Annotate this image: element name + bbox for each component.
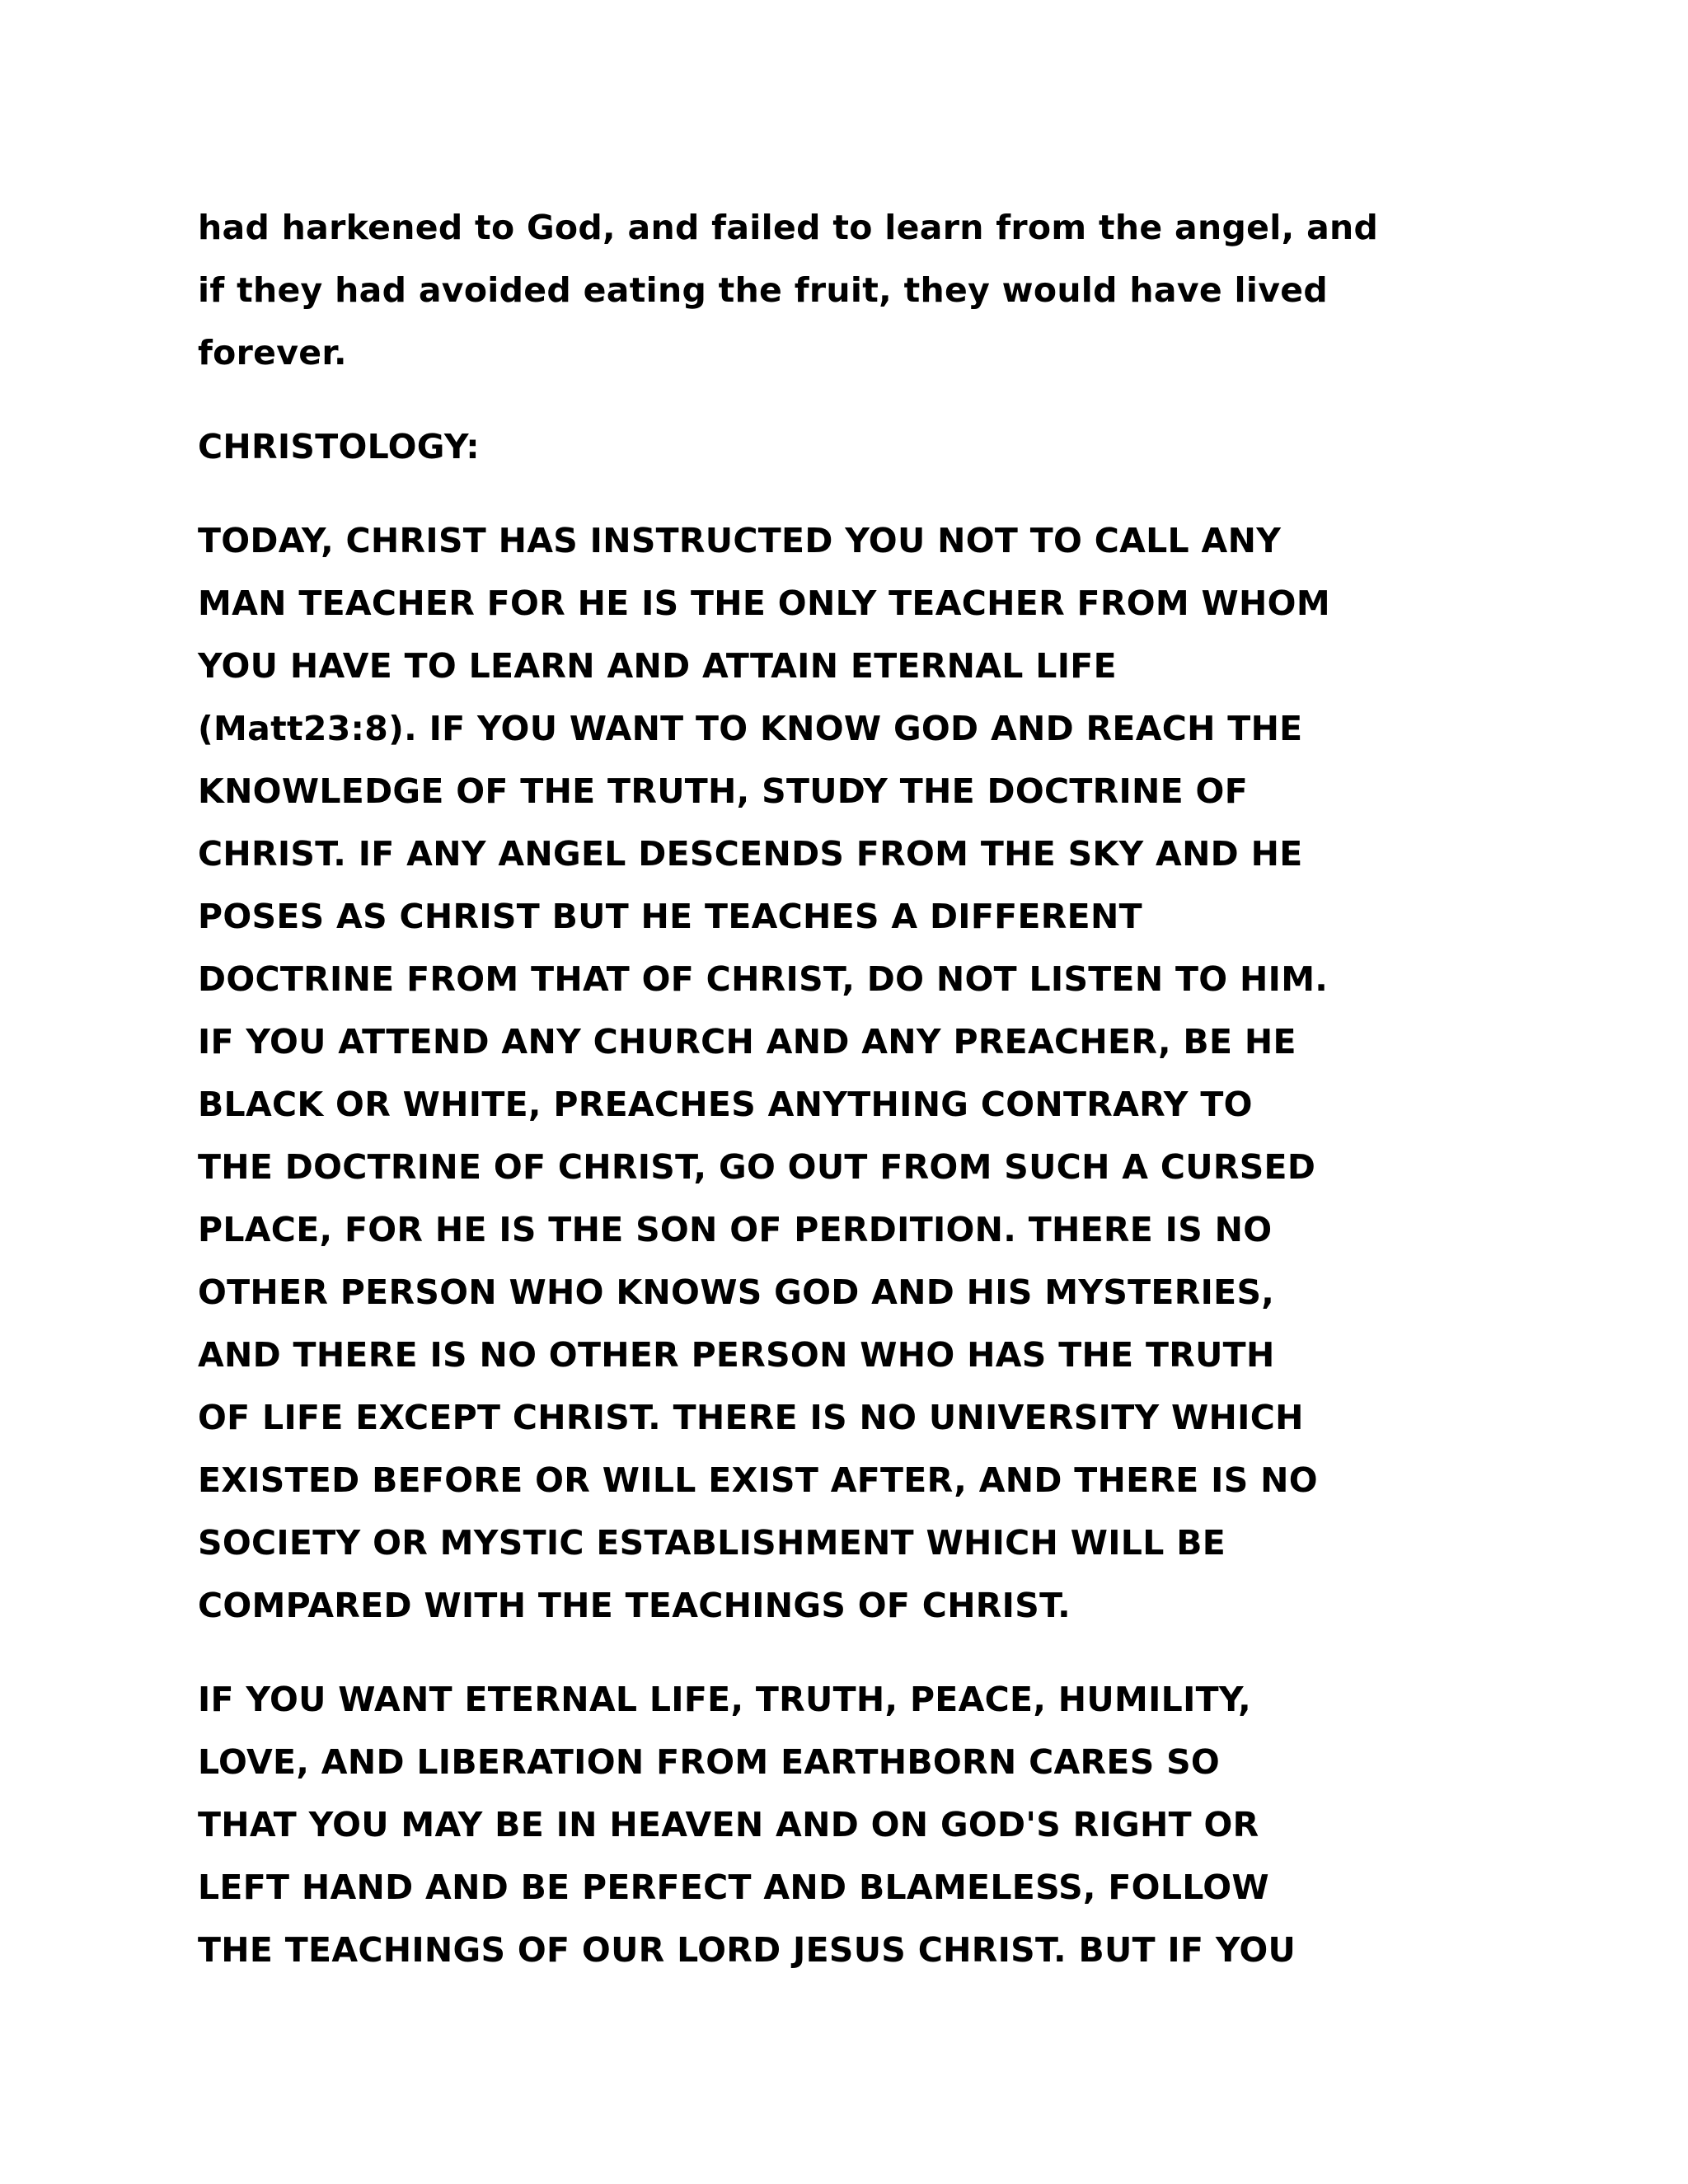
text-line: had harkened to God, and failed to learn from the angel, and	[198, 208, 1379, 247]
text-line: LOVE, AND LIBERATION FROM EARTHBORN CARES SO	[198, 1742, 1221, 1782]
text-line: AND THERE IS NO OTHER PERSON WHO HAS THE TRUTH	[198, 1335, 1275, 1375]
text-line: (Matt23:8). IF YOU WANT TO KNOW GOD AND REACH THE	[198, 709, 1303, 748]
text-line: THAT YOU MAY BE IN HEAVEN AND ON GOD'S RIGHT OR	[198, 1805, 1259, 1844]
heading-text: CHRISTOLOGY:	[198, 427, 480, 466]
text-line: SOCIETY OR MYSTIC ESTABLISHMENT WHICH WILL BE	[198, 1523, 1226, 1563]
body-paragraph-1	[198, 509, 1500, 1637]
text-line: PLACE, FOR HE IS THE SON OF PERDITION. THERE IS NO	[198, 1210, 1273, 1249]
text-line: MAN TEACHER FOR HE IS THE ONLY TEACHER FROM WHOM	[198, 583, 1330, 623]
text-line: forever.	[198, 333, 347, 373]
text-line: POSES AS CHRIST BUT HE TEACHES A DIFFERENT	[198, 897, 1142, 936]
text-line: THE DOCTRINE OF CHRIST, GO OUT FROM SUCH A CURSED	[198, 1147, 1316, 1187]
text-line: EXISTED BEFORE OR WILL EXIST AFTER, AND THERE IS NO	[198, 1460, 1318, 1500]
text-line: BLACK OR WHITE, PREACHES ANYTHING CONTRARY TO	[198, 1085, 1253, 1124]
text-line: YOU HAVE TO LEARN AND ATTAIN ETERNAL LIFE	[198, 646, 1117, 686]
text-line: THE TEACHINGS OF OUR LORD JESUS CHRIST. BUT IF YOU	[198, 1930, 1296, 1970]
text-column	[198, 196, 1500, 2013]
text-line: IF YOU WANT ETERNAL LIFE, TRUTH, PEACE, HUMILITY,	[198, 1680, 1251, 1719]
text-line: OTHER PERSON WHO KNOWS GOD AND HIS MYSTERIES,	[198, 1272, 1275, 1312]
text-line: if they had avoided eating the fruit, they would have lived	[198, 270, 1329, 310]
text-line: DOCTRINE FROM THAT OF CHRIST, DO NOT LISTEN TO HIM.	[198, 959, 1329, 999]
text-line: KNOWLEDGE OF THE TRUTH, STUDY THE DOCTRINE OF	[198, 771, 1249, 811]
text-line: IF YOU ATTEND ANY CHURCH AND ANY PREACHER, BE HE	[198, 1022, 1296, 1062]
text-line: TODAY, CHRIST HAS INSTRUCTED YOU NOT TO CALL ANY	[198, 521, 1282, 560]
text-line: CHRIST. IF ANY ANGEL DESCENDS FROM THE SKY AND HE	[198, 834, 1303, 874]
section-heading	[198, 415, 1500, 478]
intro-paragraph	[198, 196, 1500, 384]
text-line: LEFT HAND AND BE PERFECT AND BLAMELESS, FOLLOW	[198, 1868, 1269, 1907]
body-paragraph-2	[198, 1668, 1500, 1981]
text-line: COMPARED WITH THE TEACHINGS OF CHRIST.	[198, 1586, 1071, 1625]
text-line: OF LIFE EXCEPT CHRIST. THERE IS NO UNIVERSITY WHICH	[198, 1398, 1304, 1437]
